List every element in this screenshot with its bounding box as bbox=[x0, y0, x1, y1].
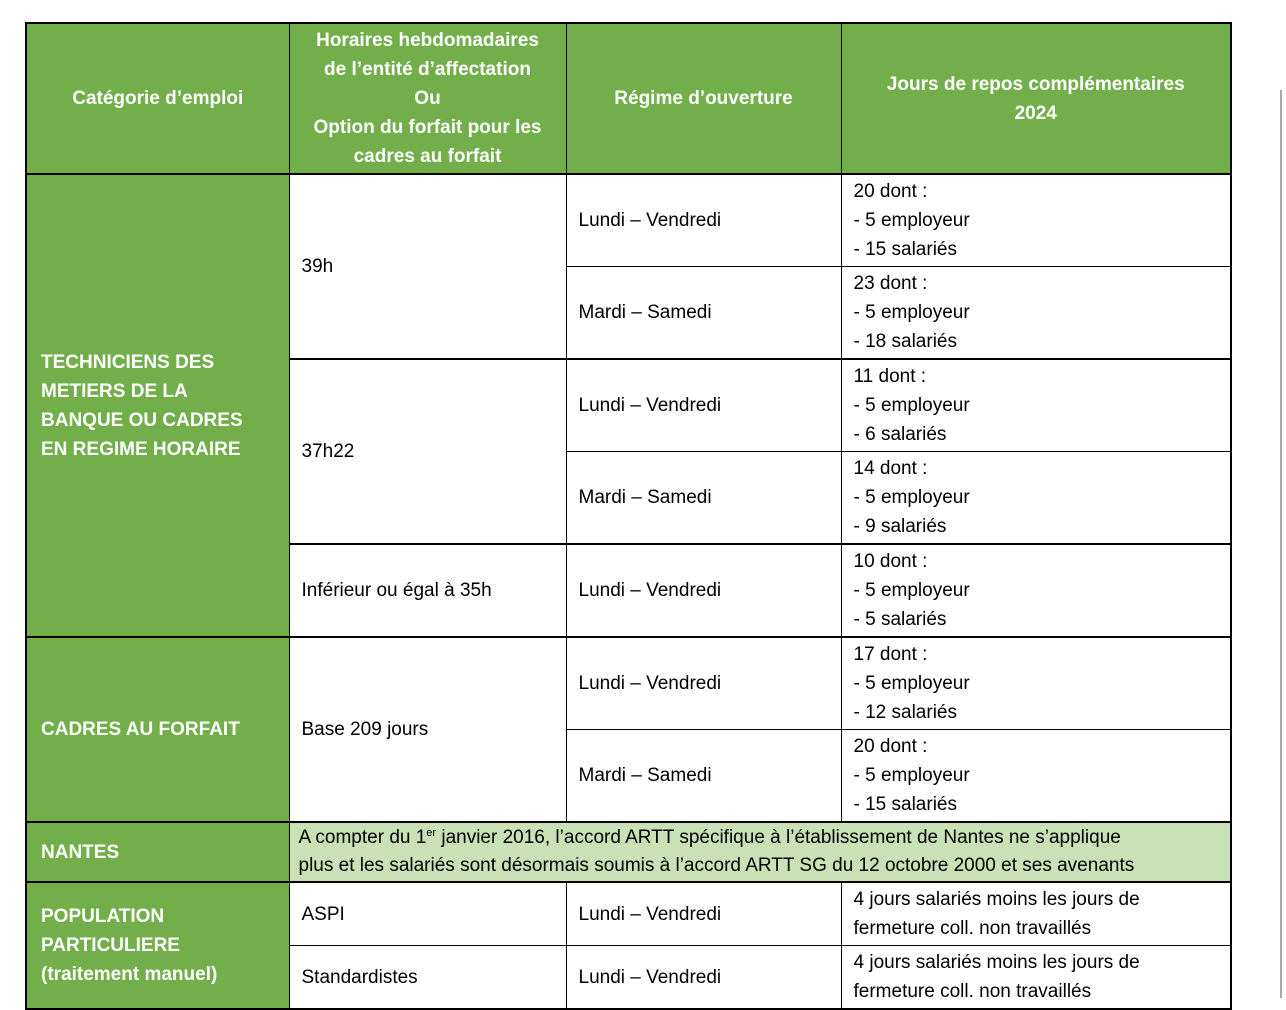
nantes-note-line2: plus et les salariés sont désormais soumis à l’accord ARTT SG du 12 octobre 2000 et ses avenants bbox=[298, 855, 1135, 876]
repos-cell: 20 dont : - 5 employeur - 15 salariés bbox=[841, 730, 1231, 823]
repos-cell: 20 dont : - 5 employeur - 15 salariés bbox=[841, 174, 1231, 267]
hours-cell-37h22: 37h22 bbox=[289, 359, 566, 544]
regime-cell: Lundi – Vendredi bbox=[566, 882, 841, 946]
table-row bbox=[26, 174, 1231, 267]
page-edge-line bbox=[1280, 90, 1282, 998]
regime-cell: Lundi – Vendredi bbox=[566, 544, 841, 637]
header-categorie-emploi bbox=[26, 23, 289, 174]
regime-cell: Lundi – Vendredi bbox=[566, 174, 841, 267]
regime-cell: Mardi – Samedi bbox=[566, 452, 841, 545]
repos-cell: 14 dont : - 5 employeur - 9 salariés bbox=[841, 452, 1231, 545]
regime-cell: Mardi – Samedi bbox=[566, 730, 841, 823]
repos-cell: 10 dont : - 5 employeur - 5 salariés bbox=[841, 544, 1231, 637]
superscript-er: er bbox=[426, 827, 437, 839]
nantes-note-line1: A compter du 1er janvier 2016, l’accord ARTT spécifique à l’établissement de Nantes ne s’applique bbox=[298, 827, 1121, 848]
hours-cell-standardistes: Standardistes bbox=[289, 946, 566, 1010]
table-row bbox=[26, 637, 1231, 730]
header-row bbox=[26, 23, 1231, 174]
table-row bbox=[26, 882, 1231, 946]
hours-cell-39h: 39h bbox=[289, 174, 566, 359]
hours-cell-35h: Inférieur ou égal à 35h bbox=[289, 544, 566, 637]
header-categorie-label: Catégorie d’emploi bbox=[72, 88, 244, 109]
regime-cell: Mardi – Samedi bbox=[566, 267, 841, 360]
header-regime-ouverture: Régime d’ouverture bbox=[566, 23, 841, 174]
category-cell-techniciens: TECHNICIENS DES METIERS DE LA BANQUE OU CADRES EN REGIME HORAIRE bbox=[26, 174, 289, 637]
repos-cell: 23 dont : - 5 employeur - 18 salariés bbox=[841, 267, 1231, 360]
artt-schedule-table bbox=[25, 22, 1232, 1010]
repos-cell: 11 dont : - 5 employeur - 6 salariés bbox=[841, 359, 1231, 452]
repos-cell: 4 jours salariés moins les jours de fermeture coll. non travaillés bbox=[841, 946, 1231, 1010]
nantes-note-cell bbox=[289, 822, 1231, 882]
hours-cell-aspi: ASPI bbox=[289, 882, 566, 946]
header-jours-repos: Jours de repos complémentaires 2024 bbox=[841, 23, 1231, 174]
category-cell-population: POPULATION PARTICULIERE (traitement manuel) bbox=[26, 882, 289, 1009]
category-cell-cadres: CADRES AU FORFAIT bbox=[26, 637, 289, 822]
table-row bbox=[26, 822, 1231, 882]
header-horaires: Horaires hebdomadaires de l’entité d’affectation Ou Option du forfait pour les cadres au forfait bbox=[289, 23, 566, 174]
repos-cell: 4 jours salariés moins les jours de fermeture coll. non travaillés bbox=[841, 882, 1231, 946]
category-cell-nantes: NANTES bbox=[26, 822, 289, 882]
repos-cell: 17 dont : - 5 employeur - 12 salariés bbox=[841, 637, 1231, 730]
hours-cell-base-209: Base 209 jours bbox=[289, 637, 566, 822]
regime-cell: Lundi – Vendredi bbox=[566, 637, 841, 730]
regime-cell: Lundi – Vendredi bbox=[566, 946, 841, 1010]
regime-cell: Lundi – Vendredi bbox=[566, 359, 841, 452]
